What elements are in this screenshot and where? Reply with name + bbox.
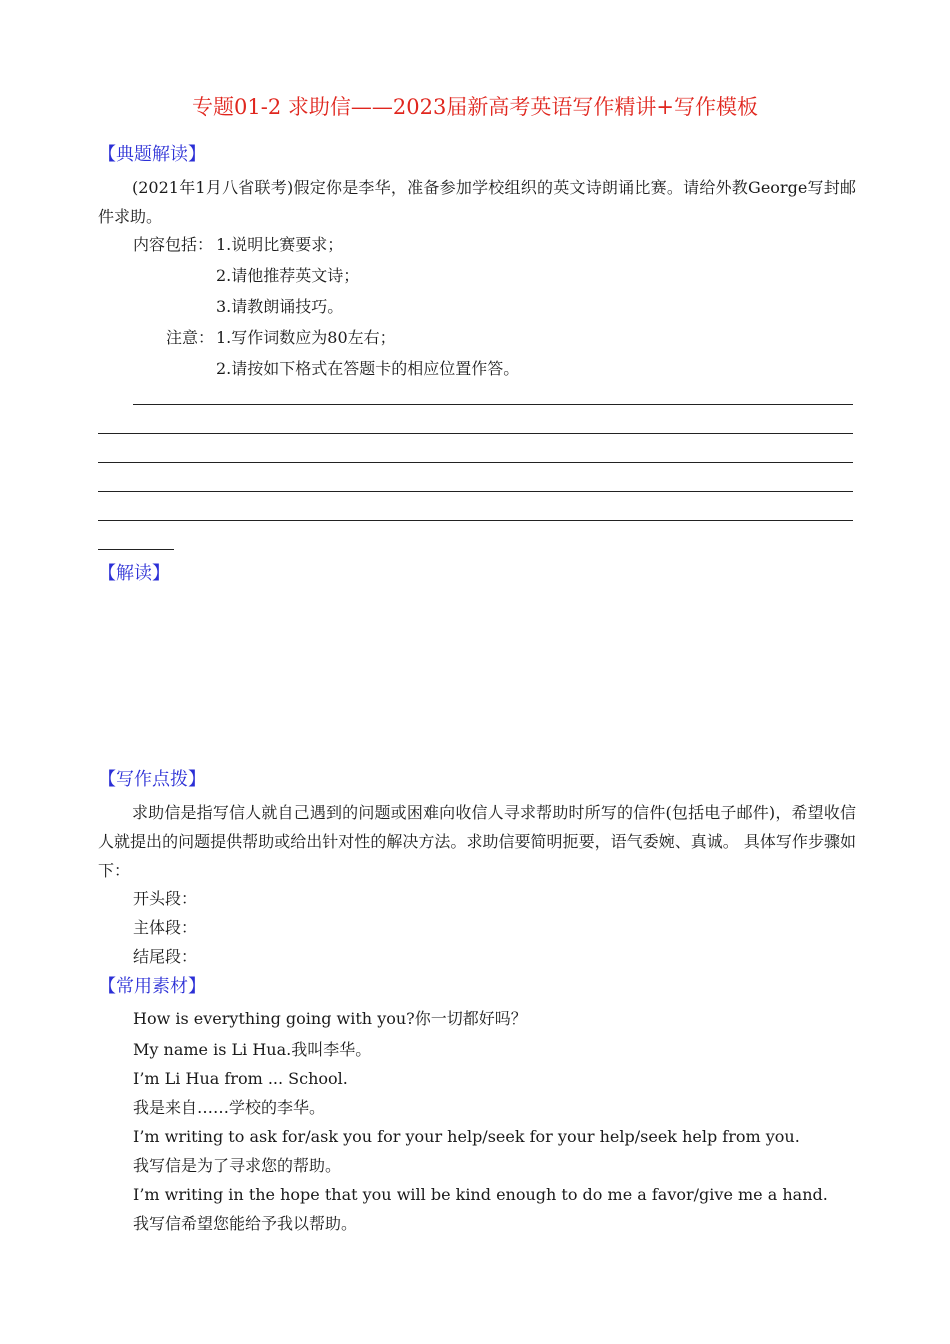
section-heading-analysis: 【解读】 bbox=[98, 563, 170, 584]
material-line: How is everything going with you?你一切都好吗？ bbox=[133, 1009, 527, 1028]
content-item: 1.说明比赛要求； bbox=[216, 235, 344, 254]
step-closing: 结尾段： bbox=[133, 947, 198, 966]
document-title: 专题01-2 求助信——2023届新高考英语写作精讲+写作模板 bbox=[192, 95, 758, 119]
answer-line bbox=[98, 520, 853, 521]
answer-line bbox=[98, 491, 853, 492]
content-item: 2.请他推荐英文诗； bbox=[216, 266, 360, 285]
answer-line bbox=[133, 404, 853, 405]
answer-line bbox=[98, 433, 853, 434]
material-line: 我写信希望您能给予我以帮助。 bbox=[133, 1214, 358, 1233]
tips-paragraph: 求助信是指写信人就自己遇到的问题或困难向收信人寻求帮助时所写的信件(包括电子邮件)，希望收信人就提出的问题提供帮助或给出针对性的解决方法。求助信要简明扼要，语气委婉、真诚。 具体写作步骤如下： bbox=[98, 803, 856, 880]
material-line: 我写信是为了寻求您的帮助。 bbox=[133, 1156, 342, 1175]
answer-line bbox=[98, 462, 853, 463]
step-body: 主体段： bbox=[133, 918, 198, 937]
question-intro: (2021年1月八省联考)假定你是李华，准备参加学校组织的英文诗朗诵比赛。请给外教George写封邮件求助。 bbox=[98, 178, 856, 226]
content-label: 内容包括： bbox=[133, 235, 214, 254]
section-heading-materials: 【常用素材】 bbox=[98, 976, 206, 997]
material-line: 我是来自……学校的李华。 bbox=[133, 1098, 326, 1117]
note-item: 1.写作词数应为80左右； bbox=[216, 328, 396, 347]
section-heading-tips: 【写作点拨】 bbox=[98, 769, 206, 790]
section-heading-typical: 【典题解读】 bbox=[98, 144, 206, 165]
answer-line-end bbox=[98, 549, 174, 550]
note-label: 注意： bbox=[166, 328, 215, 347]
material-line: My name is Li Hua.我叫李华。 bbox=[133, 1040, 372, 1059]
note-item: 2.请按如下格式在答题卡的相应位置作答。 bbox=[216, 359, 520, 378]
material-line: I’m writing in the hope that you will be kind enough to do me a favor/give me a hand. bbox=[133, 1185, 828, 1204]
content-item: 3.请教朗诵技巧。 bbox=[216, 297, 344, 316]
material-line: I’m writing to ask for/ask you for your help/seek for your help/seek help from you. bbox=[133, 1127, 800, 1146]
step-opening: 开头段： bbox=[133, 889, 198, 908]
material-line: I’m Li Hua from ... School. bbox=[133, 1069, 348, 1088]
